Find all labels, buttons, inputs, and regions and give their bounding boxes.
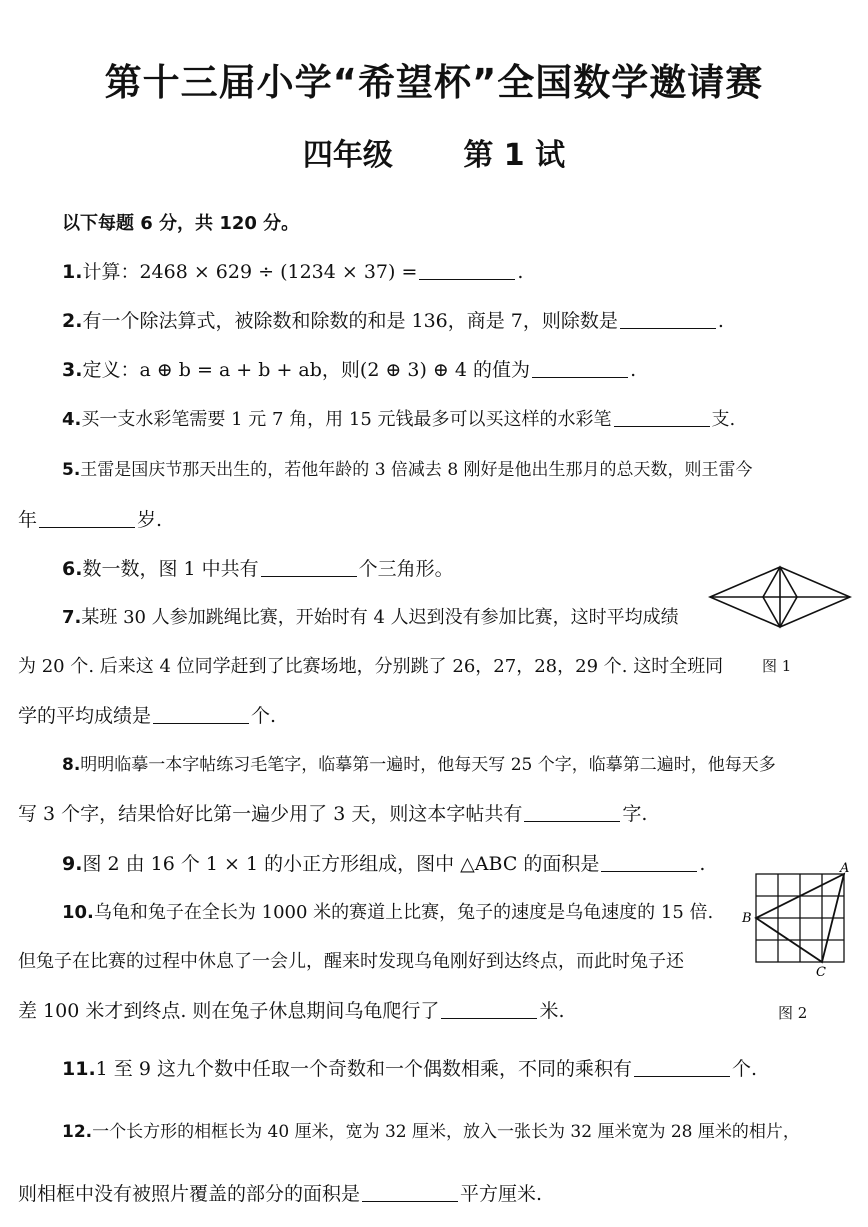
question-9: 9.图 2 由 16 个 1 × 1 的小正方形组成，图中 △ABC 的面积是 . bbox=[62, 853, 706, 875]
answer-blank bbox=[362, 1181, 458, 1202]
figure-2-caption: 图 2 bbox=[778, 1004, 808, 1022]
round-label: 第 1 试 bbox=[463, 138, 566, 173]
label-b: B bbox=[742, 911, 752, 926]
question-12-line-1: 12.一个长方形的相框长为 40 厘米，宽为 32 厘米，放入一张长为 32 厘米宽为 28 厘米的相片， bbox=[62, 1122, 800, 1142]
figure-2-grid-triangle bbox=[738, 860, 854, 980]
page-title: 第十三届小学“希望杯”全国数学邀请赛 bbox=[104, 61, 764, 104]
question-2: 2.有一个除法算式，被除数和除数的和是 136，商是 7，则除数是 . bbox=[62, 310, 724, 332]
question-6: 6.数一数，图 1 中共有 个三角形。 bbox=[62, 558, 454, 580]
answer-blank bbox=[620, 308, 716, 329]
question-1: 1.计算：2468 × 629 ÷ (1234 × 37) = . bbox=[62, 261, 524, 283]
question-11: 11.1 至 9 这九个数中任取一个奇数和一个偶数相乘，不同的乘积有 个. bbox=[62, 1058, 758, 1080]
answer-blank bbox=[634, 1056, 730, 1077]
question-8-line-2: 写 3 个字，结果恰好比第一遍少用了 3 天，则这本字帖共有 字. bbox=[18, 803, 648, 825]
question-5-line-2: 年 岁. bbox=[18, 509, 163, 531]
answer-blank bbox=[614, 406, 710, 427]
question-7-line-3: 学的平均成绩是 个. bbox=[18, 705, 277, 727]
answer-blank bbox=[261, 556, 357, 577]
question-7-line-1: 7.某班 30 人参加跳绳比赛，开始时有 4 人迟到没有参加比赛，这时平均成绩 bbox=[62, 607, 679, 628]
question-4: 4.买一支水彩笔需要 1 元 7 角，用 15 元钱最多可以买这样的水彩笔 支. bbox=[62, 406, 735, 434]
grade-label: 四年级 bbox=[302, 138, 393, 173]
question-10-line-2: 但兔子在比赛的过程中休息了一会儿，醒来时发现乌龟刚好到达终点，而此时兔子还 bbox=[18, 951, 684, 972]
answer-blank bbox=[532, 357, 628, 378]
question-12-line-2: 则相框中没有被照片覆盖的部分的面积是 平方厘米. bbox=[18, 1183, 543, 1205]
label-a: A bbox=[840, 861, 850, 876]
question-3: 3.定义：a ⊕ b = a + b + ab，则(2 ⊕ 3) ⊕ 4 的值为 . bbox=[62, 359, 637, 381]
figure-1-caption: 图 1 bbox=[762, 657, 792, 675]
question-5-line-1: 5.王雷是国庆节那天出生的，若他年龄的 3 倍减去 8 刚好是他出生那月的总天数，则王雷今 bbox=[62, 460, 753, 480]
answer-blank bbox=[601, 851, 697, 872]
answer-blank bbox=[39, 507, 135, 528]
answer-blank bbox=[153, 703, 249, 724]
figure-1-triangles bbox=[708, 565, 852, 629]
question-7-line-2: 为 20 个. 后来这 4 位同学赶到了比赛场地，分别跳了 26，27，28，29 个. 这时全班同 bbox=[18, 656, 724, 677]
answer-blank bbox=[441, 998, 537, 1019]
answer-blank bbox=[419, 259, 515, 280]
question-8-line-1: 8.明明临摹一本字帖练习毛笔字，临摹第一遍时，他每天写 25 个字，临摹第二遍时，他每天多 bbox=[62, 755, 776, 775]
label-c: C bbox=[816, 965, 826, 980]
instructions: 以下每题 6 分，共 120 分。 bbox=[62, 213, 300, 234]
answer-blank bbox=[524, 801, 620, 822]
question-10-line-3: 差 100 米才到终点. 则在兔子休息期间乌龟爬行了 米. bbox=[18, 1000, 565, 1022]
question-10-line-1: 10.乌龟和兔子在全长为 1000 米的赛道上比赛，兔子的速度是乌龟速度的 15 倍. bbox=[62, 902, 714, 923]
page-subtitle bbox=[0, 130, 868, 174]
